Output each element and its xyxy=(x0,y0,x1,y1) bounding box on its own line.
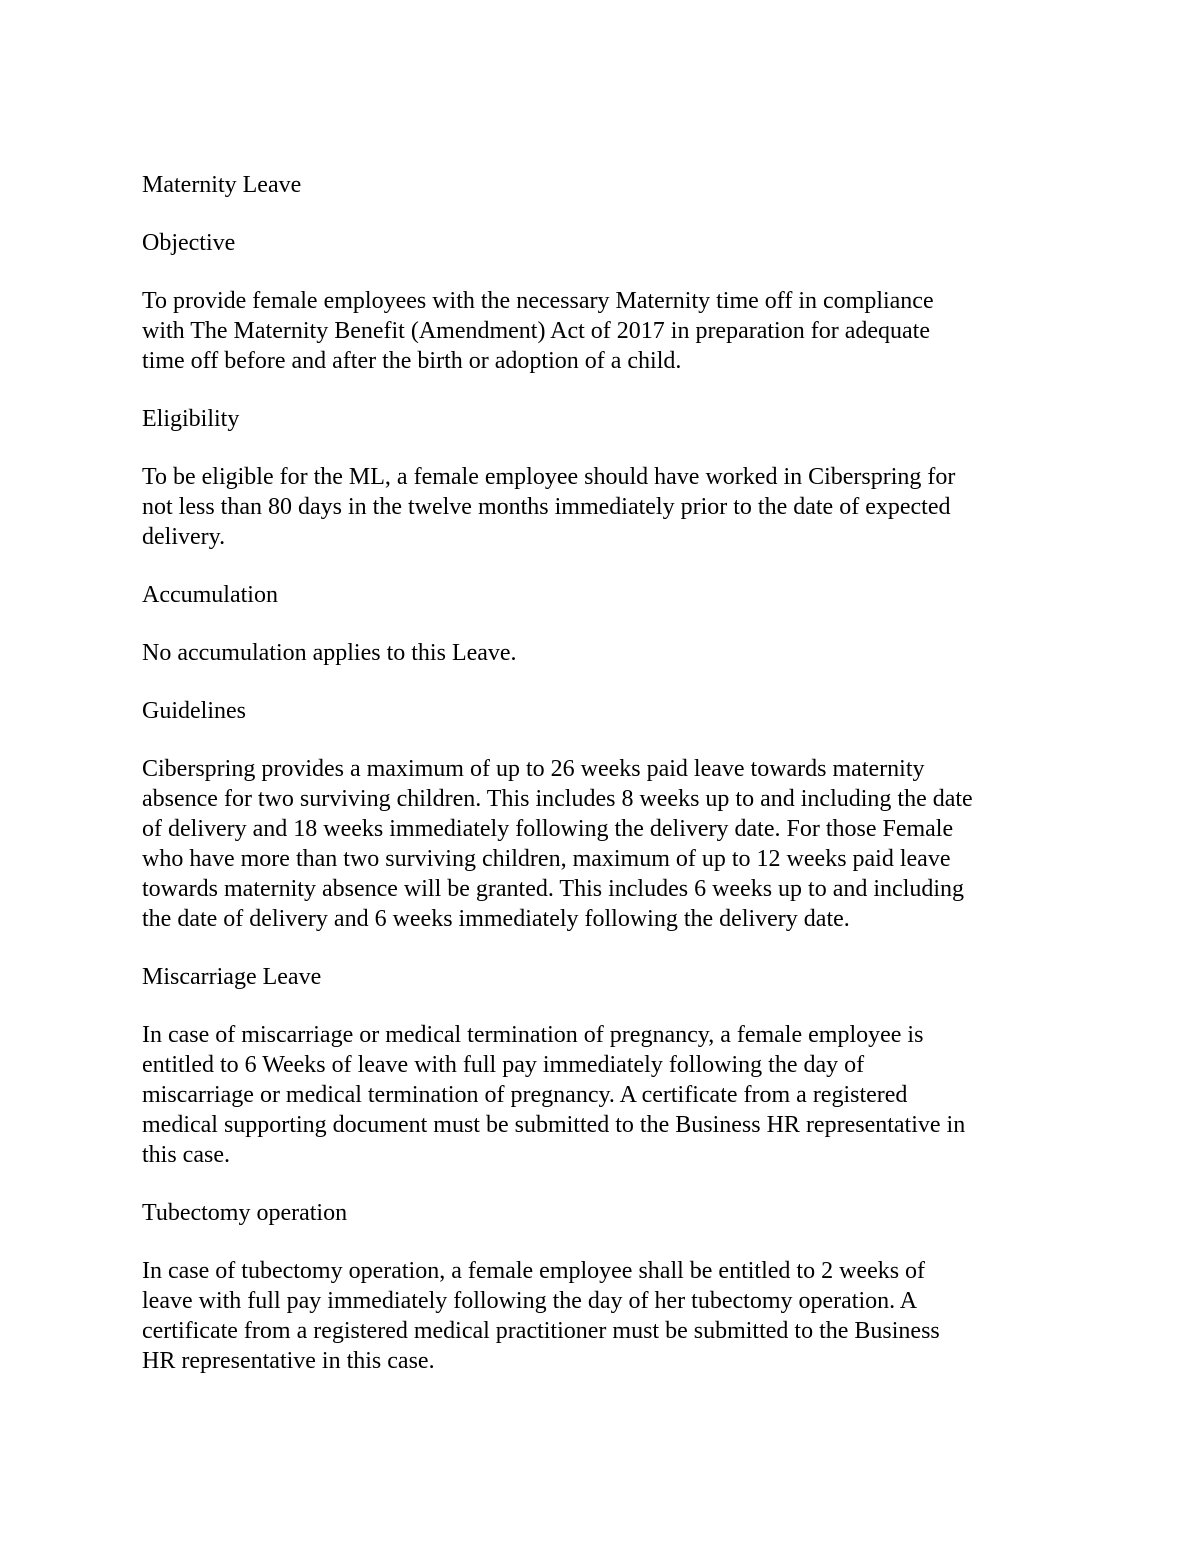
document-page xyxy=(142,170,1072,1404)
body-line: medical supporting document must be submitted to the Business HR representative in xyxy=(142,1112,966,1138)
body-line: with The Maternity Benefit (Amendment) Act of 2017 in preparation for adequate xyxy=(142,318,930,344)
body-line: Ciberspring provides a maximum of up to 26 weeks paid leave towards maternity xyxy=(142,756,925,782)
section-body-tubectomy-operation xyxy=(142,1256,1072,1376)
body-line: time off before and after the birth or adoption of a child. xyxy=(142,348,682,374)
body-line: miscarriage or medical termination of pregnancy. A certificate from a registered xyxy=(142,1082,908,1108)
body-line: HR representative in this case. xyxy=(142,1348,435,1374)
section-heading-miscarriage-leave: Miscarriage Leave xyxy=(142,964,322,990)
document-title: Maternity Leave xyxy=(142,172,302,198)
body-line: the date of delivery and 6 weeks immediately following the delivery date. xyxy=(142,906,850,932)
body-line: certificate from a registered medical practitioner must be submitted to the Business xyxy=(142,1318,940,1344)
section-heading-eligibility: Eligibility xyxy=(142,406,240,432)
body-line: not less than 80 days in the twelve months immediately prior to the date of expected xyxy=(142,494,951,520)
body-line: who have more than two surviving children, maximum of up to 12 weeks paid leave xyxy=(142,846,951,872)
section-body-eligibility xyxy=(142,462,1072,552)
section-body-guidelines xyxy=(142,754,1072,934)
section-body-accumulation xyxy=(142,638,1072,668)
section-heading-tubectomy-operation: Tubectomy operation xyxy=(142,1200,348,1226)
body-line: No accumulation applies to this Leave. xyxy=(142,640,517,666)
section-body-objective xyxy=(142,286,1072,376)
body-line: absence for two surviving children. This includes 8 weeks up to and including the date xyxy=(142,786,973,812)
body-line: towards maternity absence will be granted. This includes 6 weeks up to and including xyxy=(142,876,965,902)
body-line: of delivery and 18 weeks immediately following the delivery date. For those Female xyxy=(142,816,954,842)
body-line: this case. xyxy=(142,1142,230,1168)
body-line: To provide female employees with the necessary Maternity time off in compliance xyxy=(142,288,934,314)
body-line: In case of tubectomy operation, a female employee shall be entitled to 2 weeks of xyxy=(142,1258,926,1284)
body-line: To be eligible for the ML, a female employee should have worked in Ciberspring for xyxy=(142,464,956,490)
section-heading-accumulation: Accumulation xyxy=(142,582,278,608)
body-line: delivery. xyxy=(142,524,226,550)
body-line: entitled to 6 Weeks of leave with full pay immediately following the day of xyxy=(142,1052,865,1078)
body-line: In case of miscarriage or medical termination of pregnancy, a female employee is xyxy=(142,1022,924,1048)
section-body-miscarriage-leave xyxy=(142,1020,1072,1170)
section-heading-objective: Objective xyxy=(142,230,236,256)
section-heading-guidelines: Guidelines xyxy=(142,698,246,724)
body-line: leave with full pay immediately following the day of her tubectomy operation. A xyxy=(142,1288,918,1314)
